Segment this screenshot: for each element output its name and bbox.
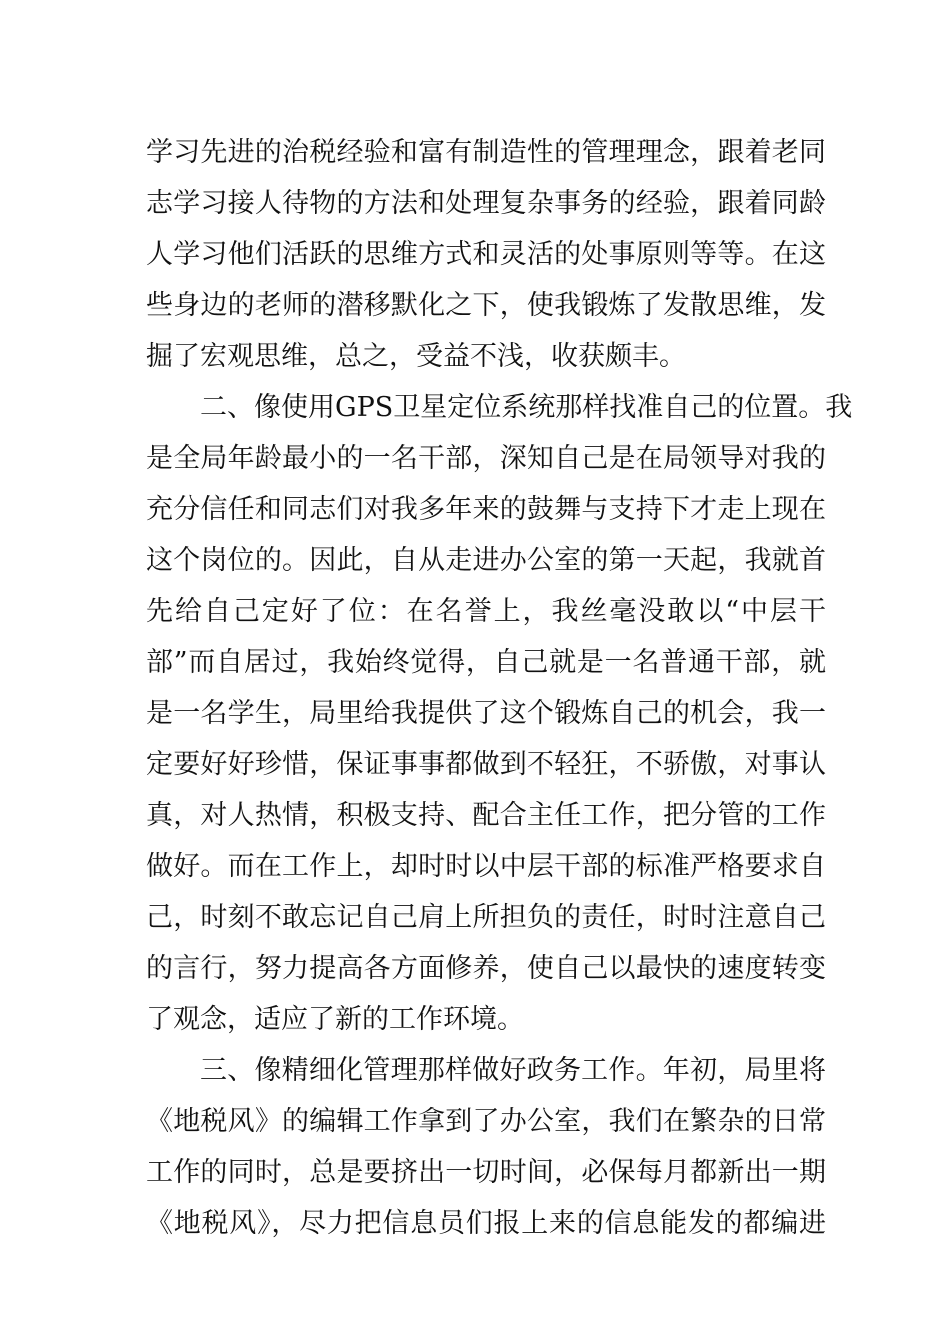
- text-line: 些身边的老师的潜移默化之下，使我锻炼了发散思维，发: [146, 290, 826, 321]
- text-line: 《地税风》的编辑工作拿到了办公室，我们在繁杂的日常: [146, 1106, 826, 1137]
- text-line: 真，对人热情，积极支持、配合主任工作，把分管的工作: [146, 800, 826, 831]
- text-line: 这个岗位的。因此，自从走进办公室的第一天起，我就首: [146, 545, 826, 576]
- text-line: 人学习他们活跃的思维方式和灵活的处事原则等等。在这: [146, 239, 826, 270]
- text-line: 做好。而在工作上，却时时以中层干部的标准严格要求自: [146, 851, 826, 882]
- text-line: 工作的同时，总是要挤出一切时间，必保每月都新出一期: [146, 1157, 826, 1188]
- paragraph-heading-line: 二、像使用GPS卫星定位系统那样找准自己的位置。我: [200, 392, 853, 423]
- text-line: 是一名学生，局里给我提供了这个锻炼自己的机会，我一: [146, 698, 826, 729]
- text-line: 学习先进的治税经验和富有制造性的管理理念，跟着老同: [146, 137, 826, 168]
- text-line: 是全局年龄最小的一名干部，深知自己是在局领导对我的: [146, 443, 826, 474]
- paragraph-heading-line: 三、像精细化管理那样做好政务工作。年初，局里将: [200, 1055, 826, 1086]
- text-line: 志学习接人待物的方法和处理复杂事务的经验，跟着同龄: [146, 188, 826, 219]
- text-line: 了观念，适应了新的工作环境。: [146, 1004, 524, 1035]
- text-line: 充分信任和同志们对我多年来的鼓舞与支持下才走上现在: [146, 494, 826, 525]
- text-line: 的言行，努力提高各方面修养，使自己以最快的速度转变: [146, 953, 826, 984]
- text-line: 部”而自居过，我始终觉得，自己就是一名普通干部，就: [146, 647, 826, 678]
- text-line: 己，时刻不敢忘记自己肩上所担负的责任，时时注意自己: [146, 902, 826, 933]
- text-line: 定要好好珍惜，保证事事都做到不轻狂，不骄傲，对事认: [146, 749, 826, 780]
- text-line: 先给自己定好了位：在名誉上，我丝毫没敢以“中层干: [146, 596, 826, 627]
- text-line: 《地税风》，尽力把信息员们报上来的信息能发的都编进: [146, 1208, 826, 1239]
- text-line: 掘了宏观思维，总之，受益不浅，收获颇丰。: [146, 341, 686, 372]
